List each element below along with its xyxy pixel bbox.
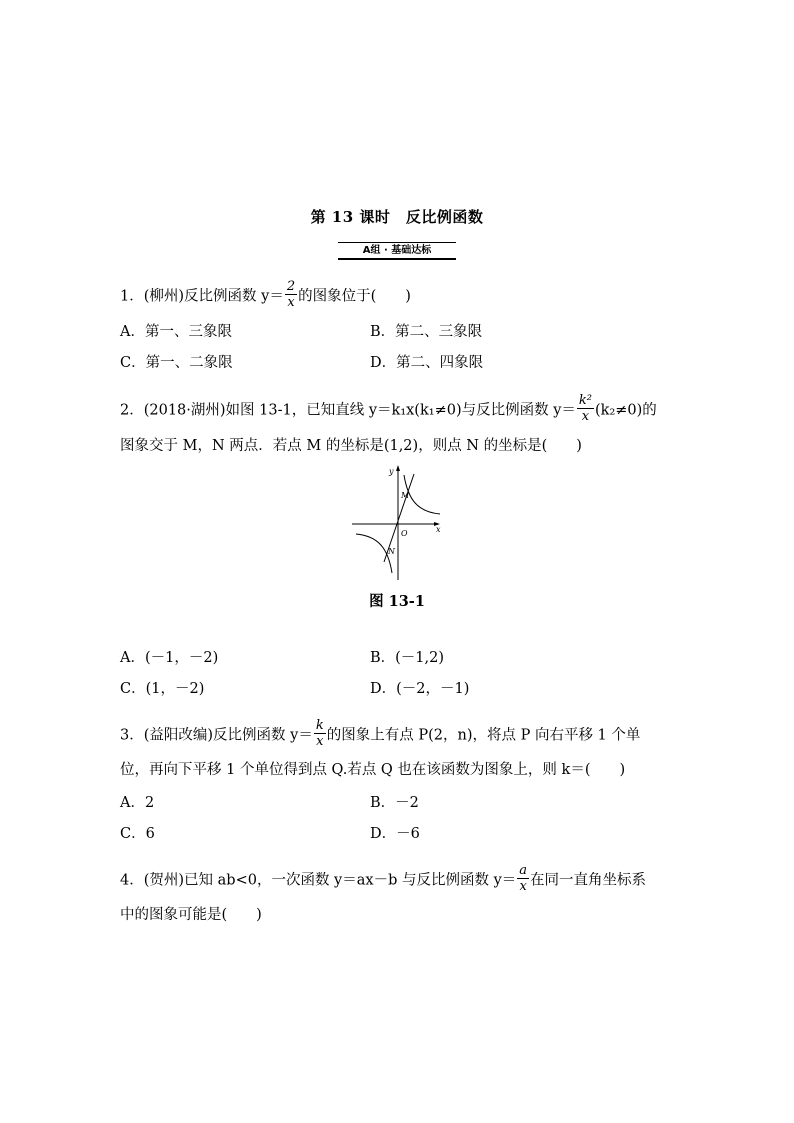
q2-suffix: (k₂≠0)的 xyxy=(595,402,657,419)
q2-frac-den: x xyxy=(581,409,590,424)
label-n: N xyxy=(388,547,395,556)
question-2-line-1 xyxy=(120,393,657,425)
q4-fraction xyxy=(517,864,529,893)
figure-13-1 xyxy=(350,462,446,580)
label-m: M xyxy=(401,491,410,500)
question-1 xyxy=(120,279,411,311)
q2-option-d: D．(－2，－1) xyxy=(370,681,470,697)
q3-prefix: 3．(益阳改编)反比例函数 y＝ xyxy=(120,727,313,744)
label-origin: O xyxy=(401,529,408,538)
q4-prefix: 4．(贺州)已知 ab<0，一次函数 y＝ax－b 与反比例函数 y＝ xyxy=(120,872,517,889)
q3-suffix: 的图象上有点 P(2，n)，将点 P 向右平移 1 个单 xyxy=(326,727,641,744)
q3-option-a: A．2 xyxy=(120,795,155,811)
question-4-line-2: 中的图象可能是( ) xyxy=(120,907,262,923)
q2-option-c: C．(1，－2) xyxy=(120,681,205,697)
q2-fraction xyxy=(577,394,594,423)
q4-frac-den: x xyxy=(519,879,527,894)
label-x: x xyxy=(436,525,441,534)
q1-frac-den: x xyxy=(287,295,295,310)
q2-frac-num: k² xyxy=(578,393,592,408)
q3-option-b: B．－2 xyxy=(370,795,419,811)
page-title: 第 13 课时 反比例函数 xyxy=(310,208,484,226)
q3-option-d: D．－6 xyxy=(370,826,420,842)
question-4-line-1 xyxy=(120,863,647,895)
q4-frac-num: a xyxy=(519,863,528,878)
figure-caption: 图 13-1 xyxy=(369,593,425,610)
hyperbola-branch-q3 xyxy=(356,534,392,573)
group-label: A组 · 基础达标 xyxy=(338,242,456,260)
q4-suffix: 在同一直角坐标系 xyxy=(530,872,647,889)
q3-option-c: C．6 xyxy=(120,826,155,842)
q3-frac-den: x xyxy=(316,734,324,749)
hyperbola-branch-q1 xyxy=(404,475,440,514)
q1-fraction xyxy=(285,280,297,309)
q3-fraction xyxy=(314,719,326,748)
question-3-line-2: 位，再向下平移 1 个单位得到点 Q.若点 Q 也在该函数为图象上，则 k＝( ) xyxy=(120,762,626,778)
y-axis-arrow xyxy=(396,465,400,471)
q1-option-a: A．第一、三象限 xyxy=(120,324,232,340)
q1-prefix: 1．(柳州)反比例函数 y＝ xyxy=(120,288,284,305)
label-y: y xyxy=(389,467,394,476)
question-2-line-2: 图象交于 M，N 两点．若点 M 的坐标是(1,2)，则点 N 的坐标是( ) xyxy=(120,438,582,454)
q1-option-b: B．第二、三象限 xyxy=(370,324,483,340)
q1-option-d: D．第二、四象限 xyxy=(370,355,484,371)
q2-option-b: B．(－1,2) xyxy=(370,650,445,666)
q1-frac-num: 2 xyxy=(286,279,296,294)
q2-option-a: A．(－1，－2) xyxy=(120,650,219,666)
question-3-line-1 xyxy=(120,718,641,750)
q1-option-c: C．第一、二象限 xyxy=(120,355,233,371)
q2-prefix: 2．(2018·湖州)如图 13-1，已知直线 y＝k₁x(k₁≠0)与反比例函数 y＝ xyxy=(120,402,576,419)
q3-frac-num: k xyxy=(315,718,324,733)
q1-suffix: 的图象位于( ) xyxy=(298,288,411,305)
